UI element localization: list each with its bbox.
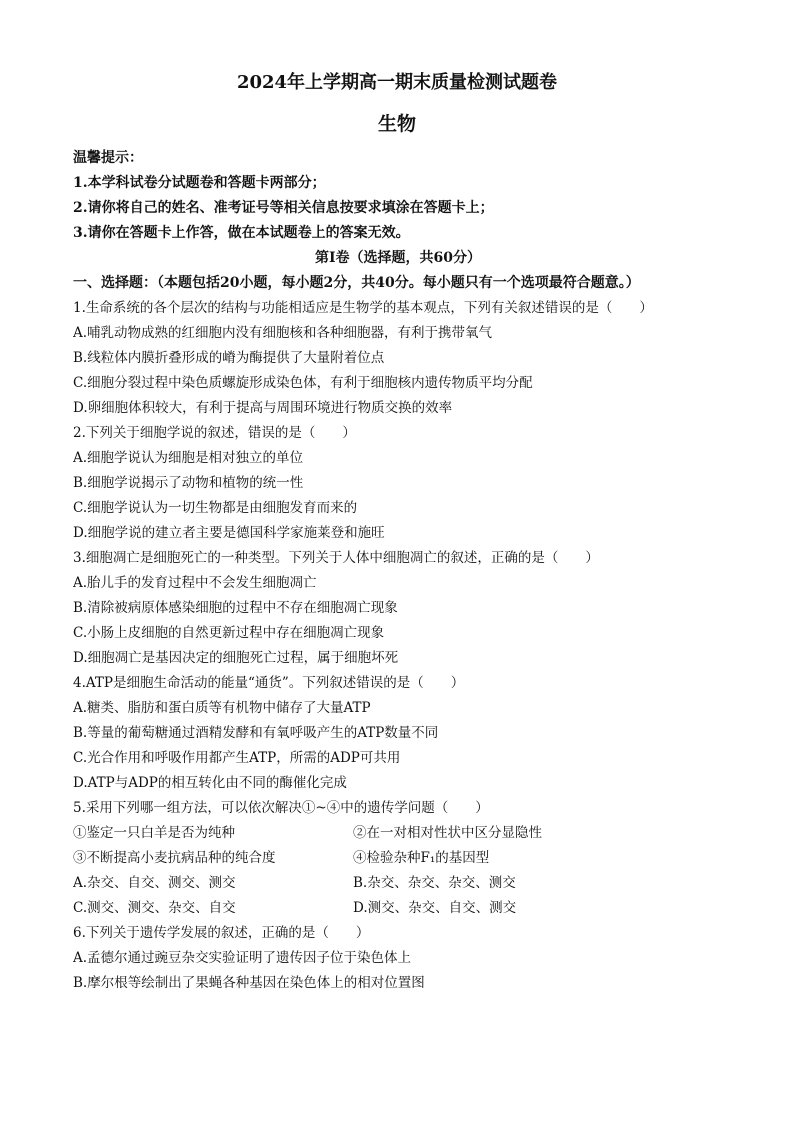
question-option: B.等量的葡萄糖通过酒精发酵和有氧呼吸产生的ATP数量不同 bbox=[73, 725, 439, 741]
question-item: ④检验杂种F₁的基因型 bbox=[353, 850, 490, 866]
question-option: D.细胞凋亡是基因决定的细胞死亡过程，属于细胞坏死 bbox=[73, 650, 399, 666]
exam-body bbox=[73, 146, 723, 996]
question-option: C.光合作用和呼吸作用都产生ATP，所需的ADP可共用 bbox=[73, 750, 401, 766]
question-stem: 6.下列关于遗传学发展的叙述，正确的是（ ） bbox=[73, 925, 370, 941]
question-option: A.细胞学说认为细胞是相对独立的单位 bbox=[73, 450, 304, 466]
question-option: C.测交、测交、杂交、自交 bbox=[73, 900, 236, 916]
question-stem: 5.采用下列哪一组方法，可以依次解决①~④中的遗传学问题（ ） bbox=[73, 800, 489, 816]
subject-title: 生物 bbox=[377, 113, 416, 135]
question-option: B.线粒体内膜折叠形成的嵴为酶提供了大量附着位点 bbox=[73, 350, 385, 366]
question-option: D.ATP与ADP的相互转化由不同的酶催化完成 bbox=[73, 775, 347, 791]
question-option-row bbox=[73, 871, 723, 896]
exam-title: 2024年上学期高一期末质量检测试题卷 bbox=[236, 72, 558, 93]
question-option: A.胎儿手的发育过程中不会发生细胞凋亡 bbox=[73, 575, 317, 591]
question-option: A.孟德尔通过豌豆杂交实验证明了遗传因子位于染色体上 bbox=[73, 950, 412, 966]
question-option: C.小肠上皮细胞的自然更新过程中存在细胞凋亡现象 bbox=[73, 625, 385, 641]
question-option: B.摩尔根等绘制出了果蝇各种基因在染色体上的相对位置图 bbox=[73, 975, 425, 991]
question-option: A.杂交、自交、测交、测交 bbox=[73, 875, 236, 891]
part-heading: 一、选择题：（本题包括20小题，每小题2分，共40分。每小题只有一个选项最符合题意。） bbox=[73, 275, 640, 291]
notice-item: 3.请你在答题卡上作答，做在本试题卷上的答案无效。 bbox=[73, 225, 410, 241]
notice-item: 1.本学科试卷分试题卷和答题卡两部分； bbox=[73, 175, 326, 191]
question-stem: 4.ATP是细胞生命活动的能量“通货”。下列叙述错误的是（ ） bbox=[73, 675, 465, 691]
question-stem: 3.细胞凋亡是细胞死亡的一种类型。下列关于人体中细胞凋亡的叙述，正确的是（ ） bbox=[73, 550, 599, 566]
question-option: B.清除被病原体感染细胞的过程中不存在细胞凋亡现象 bbox=[73, 600, 398, 616]
question-stem: 1.生命系统的各个层次的结构与功能相适应是生物学的基本观点，下列有关叙述错误的是（ ） bbox=[73, 300, 653, 316]
question-item-row bbox=[73, 846, 723, 871]
question-option: B.细胞学说揭示了动物和植物的统一性 bbox=[73, 475, 304, 491]
question-option: C.细胞分裂过程中染色质螺旋形成染色体，有利于细胞核内遗传物质平均分配 bbox=[73, 375, 533, 391]
question-item-row bbox=[73, 821, 723, 846]
notice-item: 2.请你将自己的姓名、准考证号等相关信息按要求填涂在答题卡上； bbox=[73, 200, 494, 216]
question-item: ①鉴定一只白羊是否为纯种 bbox=[73, 825, 235, 841]
question-item: ③不断提高小麦抗病品种的纯合度 bbox=[73, 850, 276, 866]
question-option: A.哺乳动物成熟的红细胞内没有细胞核和各种细胞器，有利于携带氧气 bbox=[73, 325, 493, 341]
question-option: D.卵细胞体积较大，有利于提高与周围环境进行物质交换的效率 bbox=[73, 400, 453, 416]
question-option: C.细胞学说认为一切生物都是由细胞发育而来的 bbox=[73, 500, 358, 516]
question-option-row bbox=[73, 896, 723, 921]
question-stem: 2.下列关于细胞学说的叙述，错误的是（ ） bbox=[73, 425, 356, 441]
question-item: ②在一对相对性状中区分显隐性 bbox=[353, 825, 542, 841]
question-option: A.糖类、脂肪和蛋白质等有机物中储存了大量ATP bbox=[73, 700, 371, 716]
question-option: B.杂交、杂交、杂交、测交 bbox=[353, 875, 516, 891]
question-option: D.测交、杂交、自交、测交 bbox=[353, 900, 517, 916]
notice-heading: 温馨提示： bbox=[73, 150, 143, 166]
section-title: 第Ⅰ卷（选择题，共60分） bbox=[314, 250, 482, 266]
question-option: D.细胞学说的建立者主要是德国科学家施莱登和施旺 bbox=[73, 525, 385, 541]
